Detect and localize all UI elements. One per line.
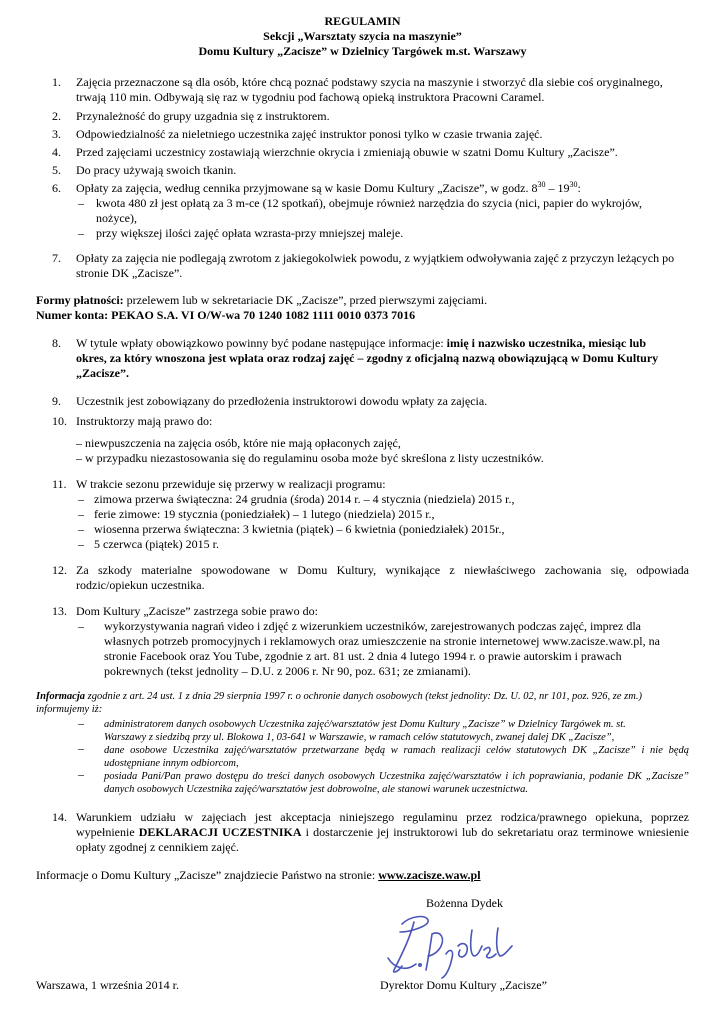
- item-6-dash-line: przy większej ilości zajęć opłata wzrasta-przy mniejszej maleje.: [96, 226, 404, 240]
- item-number: 2.: [52, 109, 61, 123]
- item-8-bold: imię i nazwisko uczestnika, miesiąc lub: [446, 336, 647, 350]
- document-org: Domu Kultury „Zacisze” w Dzielnicy Targówek m.st. Warszawy: [198, 44, 527, 58]
- item-12-line: rodzic/opiekun uczestnika.: [76, 578, 205, 592]
- info-dash-line: dane osobowe Uczestnika zajęć/warsztatów przetwarzane będą w ramach realizacji celów statutowych DK „Zacisze” i nie będą: [104, 745, 689, 756]
- item-number: 14.: [52, 810, 67, 824]
- item-number: 8.: [52, 336, 61, 350]
- item-6-dash-line: kwota 480 zł jest opłatą za 3 m-ce (12 spotkań), obejmuje również narzędzia do szycia (nici, papier do wykrojów,: [96, 196, 643, 210]
- signer-name: Bożenna Dydek: [426, 896, 503, 910]
- item-3-line: Odpowiedzialność za nieletniego uczestnika zajęć instruktor ponosi tylko w czasie trwania zajęć.: [76, 127, 543, 141]
- item-1-line: trwają 110 min. Odbywają się raz w tygodniu pod fachową opieką instruktora Pracowni Caramel.: [76, 90, 545, 104]
- item-5-line: Do pracy używają swoich tkanin.: [76, 163, 237, 177]
- item-13-dash-line: pokrewnych (tekst jednolity – D.U. z 2006 r. Nr 90, poz. 631; ze zmianami).: [104, 664, 471, 678]
- item-4-line: Przed zajęciami uczestnicy zostawiają wierzchnie okrycia i zmieniają obuwie w szatni Domu Kultury „Zacisze”.: [76, 145, 618, 159]
- break-item: wiosenna przerwa świąteczna: 3 kwietnia (piątek) – 6 kwietnia (poniedziałek) 2015r.,: [94, 522, 505, 536]
- item-6-text: Opłaty za zajęcia, według cennika przyjmowane są w kasie Domu Kultury „Zacisze”, w godz. 8: [76, 181, 538, 195]
- item-8-line: „Zacisze”.: [76, 366, 129, 380]
- payment-forms: [36, 293, 487, 308]
- item-13-line: Dom Kultury „Zacisze” zastrzega sobie prawo do:: [76, 604, 318, 618]
- break-item: zimowa przerwa świąteczna: 24 grudnia (środa) 2014 r. – 4 stycznia (niedziela) 2015 r.,: [94, 492, 515, 506]
- item-8-line: okres, za który wnoszona jest wpłata oraz rodzaj zajęć – zgodny z oficjalną nazwą obowiązującą w Domu Kultury: [76, 351, 659, 365]
- item-13-dash-line: wykorzystywania nagrań video i zdjęć z wizerunkiem uczestników, zarejestrowanych podczas zajęć, imprez dla: [104, 619, 641, 633]
- signer-role: Dyrektor Domu Kultury „Zacisze”: [380, 978, 547, 992]
- signature-image: [380, 910, 530, 980]
- break-item: ferie zimowe: 19 stycznia (poniedziałek) – 1 lutego (niedziela) 2015 r.,: [94, 507, 435, 521]
- item-6-dash-line: nożyce),: [96, 211, 137, 225]
- item-14-text: i dostarczenie jej instruktorowi lub do sekretariatu oraz terminowe wniesienie: [301, 825, 689, 839]
- dash-bullet: –: [78, 196, 84, 210]
- dash-bullet: –: [78, 716, 84, 730]
- dash-bullet: –: [78, 741, 84, 755]
- info-dash-line: udostępniane innym odbiorcom,: [104, 758, 239, 769]
- info-label: Informacja: [36, 691, 86, 702]
- payment-text: przelewem lub w sekretariacie DK „Zacisze”, przed pierwszymi zajęciami.: [123, 293, 488, 307]
- item-14-line: Warunkiem udziału w zajęciach jest akceptacja niniejszego regulaminu przez rodzica/prawnego opiekuna, poprzez: [76, 810, 689, 824]
- item-13-dash-line: stronie Facebook oraz You Tube, zgodnie z art. 81 ust. 2 dnia 4 lutego 1994 r. o prawie autorskim i prawach: [104, 649, 622, 663]
- item-14-line: [76, 825, 689, 840]
- item-7-line: Opłaty za zajęcia nie podlegają zwrotom z jakiegokolwiek powodu, z wyjątkiem odwoływania zajęć z przyczyn leżących po: [76, 251, 675, 265]
- item-number: 3.: [52, 127, 61, 141]
- item-number: 1.: [52, 75, 61, 89]
- declaration-title: DEKLARACJI UCZESTNIKA: [138, 825, 302, 839]
- item-number: 11.: [52, 477, 67, 491]
- item-13-dash-line: własnych potrzeb promocyjnych i reklamowych oraz umieszczenie na stronie internetowej www.zacisze.waw.pl, na: [104, 634, 660, 648]
- time-superscript: 30: [569, 180, 578, 189]
- info-dash-line: Warszawy z siedzibą przy ul. Blokowa 1, 03-641 w Warszawie, w ramach celów statutowych, zwanej dalej DK „Zacisze”,: [104, 732, 615, 743]
- info-dash-line: danych osobowych Uczestnika zajęć/warsztatów jest dobrowolne, ale stanowi warunek uczestnictwa.: [104, 784, 528, 795]
- dash-bullet: –: [78, 537, 84, 551]
- item-number: 12.: [52, 563, 67, 577]
- info-line: [36, 690, 642, 703]
- item-9-line: Uczestnik jest zobowiązany do przedłożenia instruktorowi dowodu wpłaty za zajęcia.: [76, 394, 488, 408]
- item-14-text: wypełnienie: [76, 825, 139, 839]
- item-2-line: Przynależność do grupy uzgadnia się z instruktorem.: [76, 109, 330, 123]
- item-10-dash-line: – w przypadku niezastosowania się do regulaminu osoba może być skreślona z listy uczestników.: [76, 451, 544, 465]
- website-info-text: Informacje o Domu Kultury „Zacisze” znajdziecie Państwo na stronie:: [36, 868, 379, 882]
- item-number: 10.: [52, 414, 67, 428]
- bank-account: Numer konta: PEKAO S.A. VI O/W-wa 70 1240 1082 1111 0010 0373 7016: [36, 308, 416, 322]
- item-6-text: – 19: [545, 181, 570, 195]
- dash-bullet: –: [78, 492, 84, 506]
- info-dash-line: posiada Pani/Pan prawo dostępu do treści danych osobowych Uczestnika zajęć/warsztatów i ich poprawiania, podanie DK „Zacisze”: [104, 771, 689, 782]
- info-line: informujemy iż:: [36, 704, 103, 715]
- website-link[interactable]: www.zacisze.waw.pl: [378, 868, 481, 882]
- dash-bullet: –: [78, 522, 84, 536]
- info-text: zgodnie z art. 24 ust. 1 z dnia 29 sierpnia 1997 r. o ochronie danych osobowych (tekst jednolity: Dz. U. 02, nr 101, poz. 926, ze zm.): [85, 691, 642, 702]
- item-8-text: W tytule wpłaty obowiązkowo powinny być podane następujące informacje:: [76, 336, 447, 350]
- item-number: 13.: [52, 604, 67, 618]
- time-superscript: 30: [537, 180, 546, 189]
- payment-label: Formy płatności:: [36, 293, 124, 307]
- website-info: [36, 868, 481, 883]
- item-number: 7.: [52, 251, 61, 265]
- dash-bullet: –: [78, 507, 84, 521]
- item-number: 9.: [52, 394, 61, 408]
- item-10-dash-line: – niewpuszczenia na zajęcia osób, które nie mają opłaconych zajęć,: [76, 436, 401, 450]
- item-11-line: W trakcie sezonu przewiduje się przerwy w realizacji programu:: [76, 477, 386, 491]
- item-number: 5.: [52, 163, 61, 177]
- item-6-line: [76, 181, 581, 196]
- dash-bullet: –: [78, 226, 84, 240]
- item-12-line: Za szkody materialne spowodowane w Domu Kultury, wynikające z niewłaściwego zachowania się, odpowiada: [76, 563, 689, 577]
- item-number: 6.: [52, 181, 61, 195]
- document-title: REGULAMIN: [324, 14, 401, 28]
- dash-bullet: –: [78, 619, 84, 633]
- item-number: 4.: [52, 145, 61, 159]
- item-8-line: [76, 336, 646, 351]
- info-dash-line: administratorem danych osobowych Uczestnika zajęć/warsztatów jest Domu Kultury „Zacisze” w Dzielnicy Targówek m. st.: [104, 719, 626, 730]
- place-date: Warszawa, 1 września 2014 r.: [36, 978, 179, 992]
- item-6-text: :: [577, 181, 581, 195]
- item-7-line: stronie DK „Zacisze”.: [76, 266, 183, 280]
- item-14-line: opłaty zgodnej z cennikiem zajęć.: [76, 840, 239, 854]
- break-item: 5 czerwca (piątek) 2015 r.: [94, 537, 219, 551]
- document-subtitle: Sekcji „Warsztaty szycia na maszynie”: [263, 29, 462, 43]
- dash-bullet: –: [78, 767, 84, 781]
- item-10-line: Instruktorzy mają prawo do:: [76, 414, 213, 428]
- item-1-line: Zajęcia przeznaczone są dla osób, które chcą poznać podstawy szycia na maszynie i stworzyć dla siebie coś oryginalnego,: [76, 75, 663, 89]
